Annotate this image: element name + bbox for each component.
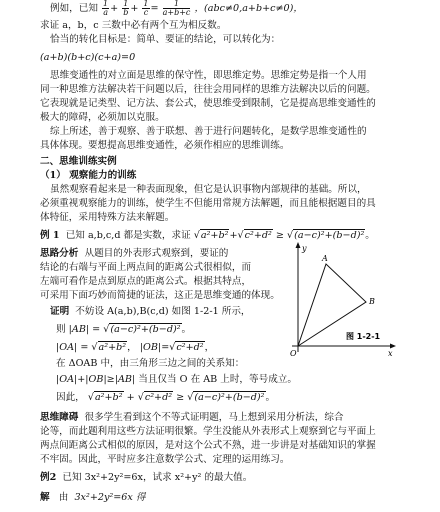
example-1: 例 1 已知 a,b,c,d 都是实数，求证 √a²+b²+√c²+d² ≥ √(a−c)²+(b−d)²。 <box>40 230 375 241</box>
inequality: |OA|+|OB|≥|AB| <box>56 374 136 385</box>
text: ， <box>127 342 137 353</box>
radical: a²+b² <box>94 392 123 403</box>
operator: = <box>92 324 101 335</box>
text: 。 <box>181 324 192 335</box>
section-heading: 二、思维训练实例 <box>40 156 117 167</box>
line-29: 两点间距离公式相似的原因，是对这个公式不熟，进一步讲是对基础知识的掌握 <box>40 440 376 451</box>
line-30: 不牢固。因此，平时应多注意数学公式、定理的运用练习。 <box>40 454 290 465</box>
radical: (a−c)²+(b−d)² <box>294 230 365 241</box>
fraction <box>142 0 149 17</box>
proof-oa-ob: |OA| = √a²+b²， |OB|=√c²+d²， <box>56 342 215 353</box>
example-label: 例 1 <box>40 230 60 241</box>
text: 由 <box>58 492 69 503</box>
y-axis-arrow-icon <box>296 242 301 248</box>
line-9: 综上所述，善于观察、善于联想、善于进行问题转化，是数学思维变通性的 <box>50 126 367 137</box>
radical: a²+b² <box>200 230 229 241</box>
line-2: 求证 a，b，c 三数中必有两个互为相反数。 <box>40 20 227 31</box>
text: 因此， <box>56 392 85 403</box>
analysis <box>40 248 228 260</box>
obstacle-label: 思维障碍 <box>40 412 79 423</box>
line-10: 具体体现。要想提高思维变通性，必须作相应的思维训练。 <box>40 140 290 151</box>
text: ， <box>204 342 215 353</box>
proof-ab: 则 |AB| = √(a−c)²+(b−d)²。 <box>56 324 192 335</box>
solution-label: 解 <box>40 492 50 503</box>
radical: a²+b² <box>98 342 127 353</box>
analysis-label: 思路分析 <box>40 248 79 259</box>
term: |OB| <box>139 342 162 353</box>
line-15: 体特征，采用特殊方法来解题。 <box>40 212 175 223</box>
figure-caption: 图 1-2-1 <box>346 332 381 341</box>
term: |AB| <box>68 324 90 335</box>
text: 已知 3x²+2y²=6x，试求 x²+y² 的最大值。 <box>62 472 253 483</box>
equation: 3x²+2y²=6x 得 <box>74 492 146 503</box>
origin-label: O <box>290 349 297 358</box>
line-example-condition: 例如，已知 $\frac{1}{a}$ + $\frac{1}{b}$ + $\frac{1}{c}$ = $\frac{1}{a+b+c}$ ，(abc≠0,a+b+c≠0)， <box>50 0 303 17</box>
text: 很多学生看到这个不等式证明题，马上想到采用分析法，综合 <box>84 412 344 423</box>
radical: c²+d² <box>244 230 272 241</box>
radical: (a−c)²+(b−d)² <box>194 392 265 403</box>
line-8: 极大的障碍，必须加以克服。 <box>40 112 165 123</box>
text: 例如，已知 <box>50 3 98 14</box>
proof-label: 证明 <box>50 306 70 317</box>
line-19: 左端可看作是点到原点的距离公式。根据其特点， <box>40 276 252 287</box>
line-24: 在 ΔOAB 中，由三角形三边之间的关系知： <box>56 358 245 369</box>
denominator: c <box>143 8 149 17</box>
line-13: 虽然观察看起来是一种表面现象，但它是认识事物内部规律的基础。所以， <box>50 184 367 195</box>
radical: c²+d² <box>176 342 204 353</box>
denominator: a+b+c <box>162 8 191 17</box>
text: 已知 a,b,c,d 都是实数，求证 <box>65 230 191 241</box>
radical: c²+d² <box>144 392 173 403</box>
text: ，(abc≠0,a+b+c≠0)， <box>194 3 303 14</box>
numerator: 1 <box>123 0 129 8</box>
text: 从题目的外表形式观察到，要证的 <box>84 248 229 259</box>
line-20: 可采用下面巧妙而简捷的证法，这正是思维变通的体现。 <box>40 290 280 301</box>
figure-1-2-1 <box>288 240 398 360</box>
proof-conclusion: 因此， √a²+b² + √c²+d² ≥ √(a−c)²+(b−d)²。 <box>56 392 276 403</box>
fraction <box>102 0 109 17</box>
line-7: 它表现就是记类型、记方法、套公式，使思维受到限制，它是提高思维变通性的 <box>40 98 376 109</box>
fraction <box>163 0 191 17</box>
example-2 <box>40 472 252 484</box>
fraction <box>122 0 129 17</box>
solution <box>40 492 145 504</box>
subsection-heading: （1） 观察能力的训练 <box>40 170 137 181</box>
term: |OA| <box>56 342 78 353</box>
line-4-formula: (a+b)(b+c)(c+a)=0 <box>40 52 136 63</box>
denominator: b <box>123 8 129 17</box>
point-b-label: B <box>369 297 375 306</box>
operator: + <box>126 392 135 403</box>
line-14: 必须重视观察能力的训练，使学生不但能用常规方法解题，而且能根据题目的具 <box>40 198 376 209</box>
proof <box>50 306 251 318</box>
numerator: 1 <box>103 0 109 8</box>
example-label: 例2 <box>40 472 57 483</box>
line-5: 思维变通性的对立面是思维的保守性，即思维定势。思维定势是指一个人用 <box>50 70 367 81</box>
thinking-obstacle <box>40 412 344 424</box>
numerator: 1 <box>143 0 149 8</box>
text: 则 <box>56 324 66 335</box>
line-18: 结论的右端与平面上两点间的距离公式很相似，而 <box>40 262 252 273</box>
text: 当且仅当 O 在 AB 上时，等号成立。 <box>138 374 297 385</box>
line-6: 同一种思维方法解决若干问题以后，往往会用同样的思维方法解决以后的问题。 <box>40 84 376 95</box>
operator: ≥ <box>275 230 284 241</box>
text: 。 <box>265 392 276 403</box>
text: 不妨设 A(a,b),B(c,d) 如图 1-2-1 所示， <box>75 306 251 317</box>
text: 。 <box>365 230 375 241</box>
proof-triangle <box>56 374 297 386</box>
operator: = <box>80 342 89 353</box>
point-a-label: A <box>322 254 328 263</box>
operator: ≥ <box>176 392 185 403</box>
denominator: a <box>103 8 108 17</box>
y-label: y <box>302 244 307 253</box>
line-3: 恰当的转化目标是：简单、要证的结论，可以转化为： <box>50 34 281 45</box>
numerator: 1 <box>163 0 191 9</box>
x-axis-arrow-icon <box>390 344 396 349</box>
radical: (a−c)²+(b−d)² <box>110 324 181 335</box>
x-label: x <box>388 349 393 358</box>
line-28: 论等，而此题利用这些方法证明很繁。学生没能从外表形式上观察到它与平面上 <box>40 426 376 437</box>
